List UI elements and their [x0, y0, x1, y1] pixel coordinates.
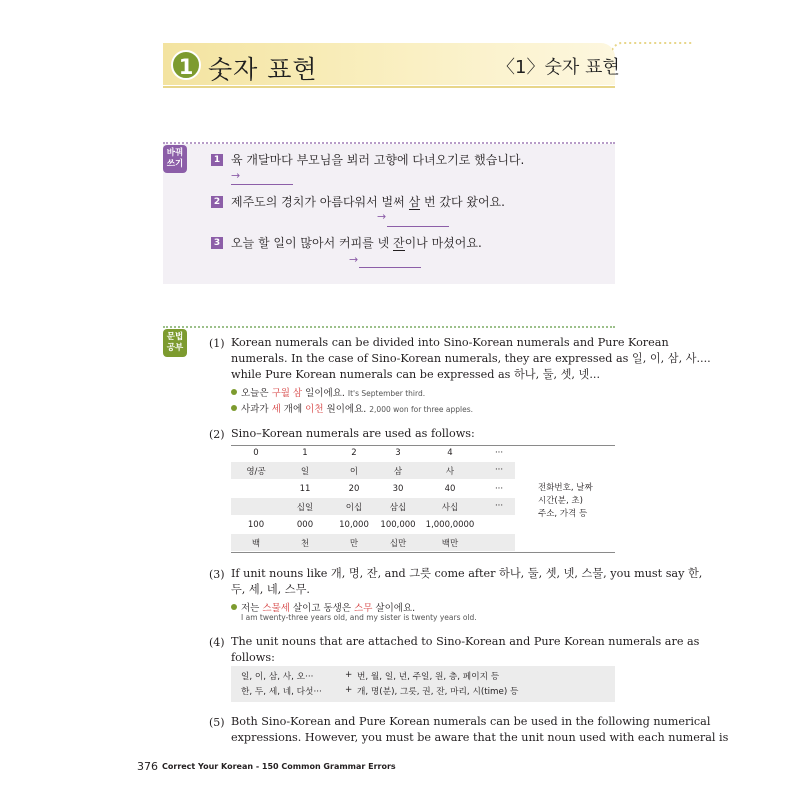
page-number: 376: [137, 760, 158, 773]
chapter-number: 1: [171, 50, 201, 80]
table-row: [231, 481, 515, 498]
point-5-text: Both Sino-Korean and Pure Korean numerals can be used in the following numerical expressions. However, you must be aware that the unit noun used with each numeral is: [231, 715, 729, 744]
table-cell: 만: [349, 539, 359, 549]
table-cell: 4: [447, 448, 453, 458]
table-cell: 백만: [441, 539, 459, 549]
usage-note-1: 전화번호, 날짜: [538, 483, 593, 493]
table-cell: 십만: [389, 539, 407, 549]
rewrite-item-1-answer-blank[interactable]: [231, 184, 293, 185]
point-1-example-1: 오늘은 구월 삼 일이에요. It's September third.: [231, 385, 425, 399]
table-cell: 삼: [393, 467, 403, 477]
header-underline: [163, 86, 615, 88]
table-row: [231, 517, 515, 534]
table-cell: 사십: [441, 503, 459, 513]
table-cell: 백: [251, 539, 261, 549]
bullet-icon: [231, 604, 237, 610]
table-cell: 100,000: [380, 520, 416, 530]
unit-row-2-nouns: 개, 명(분), 그릇, 권, 잔, 마리, 시(time) 등: [357, 687, 519, 697]
grammar-tag: 문법 공부: [163, 329, 187, 357]
table-cell: 11: [299, 484, 311, 494]
point-4-text: The unit nouns that are attached to Sino-Korean and Pure Korean numerals are as follows:: [231, 635, 700, 664]
table-cell: 영/공: [246, 467, 266, 477]
table-row: [231, 462, 515, 479]
bullet-icon: [231, 389, 237, 395]
table-cell: 사: [445, 467, 455, 477]
rewrite-item-2-sentence: 제주도의 경치가 아름다워서 벌써 삼 번 갔다 왔어요.: [231, 195, 505, 209]
plus-icon: +: [345, 685, 353, 695]
arrow-icon: →: [377, 210, 387, 223]
arrow-icon: →: [349, 253, 359, 266]
point-1-number: (1): [209, 337, 225, 350]
table-row: [231, 534, 515, 551]
grammar-top-border: [163, 326, 615, 328]
usage-note-2: 시간(분, 초): [538, 496, 583, 506]
table-bottom-rule: [231, 552, 615, 553]
point-5-number: (5): [209, 716, 225, 729]
point-1-example-2: 사과가 세 개에 이천 원이에요. 2,000 won for three apples.: [231, 401, 473, 415]
point-3-example: 저는 스물세 살이고 동생은 스무 살이에요.: [231, 600, 415, 614]
table-cell: ···: [494, 465, 504, 475]
point-4-number: (4): [209, 636, 225, 649]
arrow-icon: →: [231, 169, 241, 182]
table-cell: 10,000: [339, 520, 369, 530]
point-2-number: (2): [209, 428, 225, 441]
table-row: [231, 498, 515, 515]
rewrite-item-2-number: 2: [211, 196, 223, 208]
table-row: [231, 445, 515, 462]
table-cell: 000: [296, 520, 314, 530]
table-cell: 1,000,0000: [425, 520, 475, 530]
table-cell: 3: [395, 448, 401, 458]
table-cell: 이: [349, 467, 359, 477]
table-cell: 0: [253, 448, 259, 458]
table-cell: 30: [392, 484, 404, 494]
rewrite-item-3-answer-blank[interactable]: [359, 267, 421, 268]
bullet-icon: [231, 405, 237, 411]
point-3-example-translation: I am twenty-three years old, and my sister is twenty years old.: [241, 613, 477, 622]
usage-note-3: 주소, 가격 등: [538, 509, 588, 519]
table-cell: 2: [351, 448, 357, 458]
table-cell: 100: [247, 520, 265, 530]
plus-icon: +: [345, 670, 353, 680]
rewrite-item-1-sentence: 육 개달마다 부모님을 뵈러 고향에 다녀오기로 했습니다.: [231, 153, 525, 167]
unit-row-2-numerals: 한, 두, 세, 네, 다섯···: [241, 687, 322, 697]
rewrite-item-2-answer-blank[interactable]: [387, 226, 449, 227]
point-3-number: (3): [209, 568, 225, 581]
point-3-text: If unit nouns like 개, 명, 잔, and 그릇 come after 하나, 둘, 셋, 넷, 스물, you must say 한, 두, 세, 네, 스무.: [231, 567, 703, 596]
table-cell: 삼십: [389, 503, 407, 513]
table-cell: ···: [494, 448, 504, 458]
table-cell: 이십: [345, 503, 363, 513]
table-cell: 40: [444, 484, 456, 494]
rewrite-item-1-number: 1: [211, 154, 223, 166]
point-1-text: Korean numerals can be divided into Sino-Korean numerals and Pure Korean numerals. In the case of Sino-Korean numerals, they are expressed as 일, 이, 삼, 사.... while Pure Korean numerals can be expressed as 하나, 둘, 셋, 넷...: [231, 336, 711, 381]
chapter-title: 숫자 표현: [208, 55, 318, 84]
table-cell: 천: [300, 539, 310, 549]
point-2-text: Sino–Korean numerals are used as follows:: [231, 427, 475, 440]
rewrite-item-3-sentence: 오늘 할 일이 많아서 커피를 넷 잔이나 마셨어요.: [231, 236, 482, 250]
table-cell: ···: [494, 501, 504, 511]
table-cell: 일: [300, 467, 310, 477]
book-title: Correct Your Korean - 150 Common Grammar Errors: [162, 762, 396, 771]
rewrite-item-3-number: 3: [211, 237, 223, 249]
table-cell: 20: [348, 484, 360, 494]
unit-row-1-nouns: 번, 월, 일, 년, 주일, 원, 층, 페이지 등: [357, 672, 500, 682]
rewrite-tag: 바꿔 쓰기: [163, 145, 187, 173]
header-dot-trail: [612, 41, 692, 51]
table-cell: ···: [494, 484, 504, 494]
table-cell: 십일: [296, 503, 314, 513]
unit-row-1-numerals: 일, 이, 삼, 사, 오···: [241, 672, 314, 682]
table-cell: 1: [302, 448, 308, 458]
section-subtitle: 〈1〉숫자 표현: [497, 57, 620, 78]
